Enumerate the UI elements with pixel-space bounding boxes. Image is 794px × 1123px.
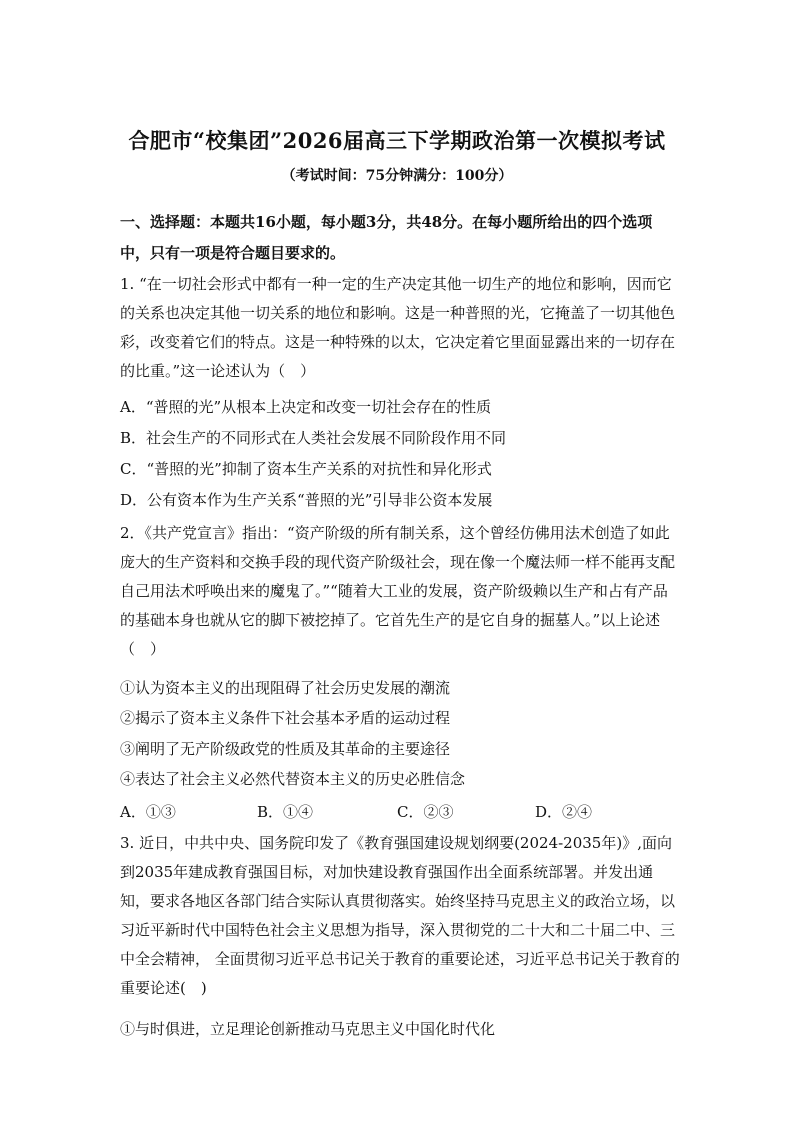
question-2-stem: 2．《共产党宣言》指出：“资产阶级的所有制关系，这个曾经仿佛用法术创造了如此庞大的生产资料和交换手段的现代资产阶级社会，现在像一个魔法师一样不能再支配自己用法术呼唤出来的魔鬼了。”“随着大工业的发展，资产阶级赖以生产和占有产品的基础本身也就从它的脚下被挖掉了。它首先生产的是它自身的掘墓人。”以上论述（ ） — [120, 524, 676, 658]
question-2-item-2: ②揭示了资本主义条件下社会基本矛盾的运动过程 — [120, 709, 451, 727]
exam-subtitle: （考试时间：75分钟满分：100分） — [281, 168, 513, 184]
question-1-stem: 1. “在一切社会形式中都有一种一定的生产决定其他一切生产的地位和影响，因而它的关系也决定其他一切关系的地位和影响。这是一种普照的光，它掩盖了一切其他色彩，改变着它们的特点。这是一种特殊的以太，它决定着它里面显露出来的一切存在的比重。”这一论述认为（ ） — [120, 275, 676, 380]
question-1-option-b: B．社会生产的不同形式在人类社会发展不同阶段作用不同 — [120, 429, 507, 447]
question-2-option-d: D．②④ — [535, 803, 593, 821]
question-2-option-a: A．①③ — [120, 803, 176, 821]
question-2-item-4: ④表达了社会主义必然代替资本主义的历史必胜信念 — [120, 770, 466, 788]
exam-title: 合肥市“校集团”2026届高三下学期政治第一次模拟考试 — [128, 128, 666, 153]
question-3-item-1: ①与时俱进，立足理论创新推动马克思主义中国化时代化 — [120, 1020, 496, 1038]
question-1-option-c: C．“普照的光”抑制了资本生产关系的对抗性和异化形式 — [120, 460, 492, 478]
question-2-item-3: ③阐明了无产阶级政党的性质及其革命的主要途径 — [120, 740, 451, 758]
question-2-option-c: C．②③ — [397, 803, 454, 821]
question-1-option-a: A．“普照的光”从根本上决定和改变一切社会存在的性质 — [120, 398, 492, 416]
question-2-item-1: ①认为资本主义的出现阻碍了社会历史发展的潮流 — [120, 679, 451, 697]
section-heading: 一、选择题：本题共16小题，每小题3分，共48分。在每小题所给出的四个选项中，只有一项是符合题目要求的。 — [120, 213, 653, 262]
question-3-stem: 3. 近日，中共中央、国务院印发了《教育强国建设规划纲要(2024-2035年)》,面向到2035年建成教育强国目标，对加快建设教育强国作出全面系统部署。并发出通知，要求各地区各部门结合实际认真贯彻落实。始终坚持马克思主义的政治立场，以习近平新时代中国特色社会主义思想为指导，深入贯彻党的二十大和二十届二中、三中全会精神， 全面贯彻习近平总书记关于教育的重要论述，习近平总书记关于教育的重要论述( ) — [120, 834, 680, 997]
question-2-options — [120, 801, 680, 823]
question-2-option-b: B．①④ — [257, 803, 314, 821]
question-1-option-d: D．公有资本作为生产关系“普照的光”引导非公资本发展 — [120, 491, 493, 509]
